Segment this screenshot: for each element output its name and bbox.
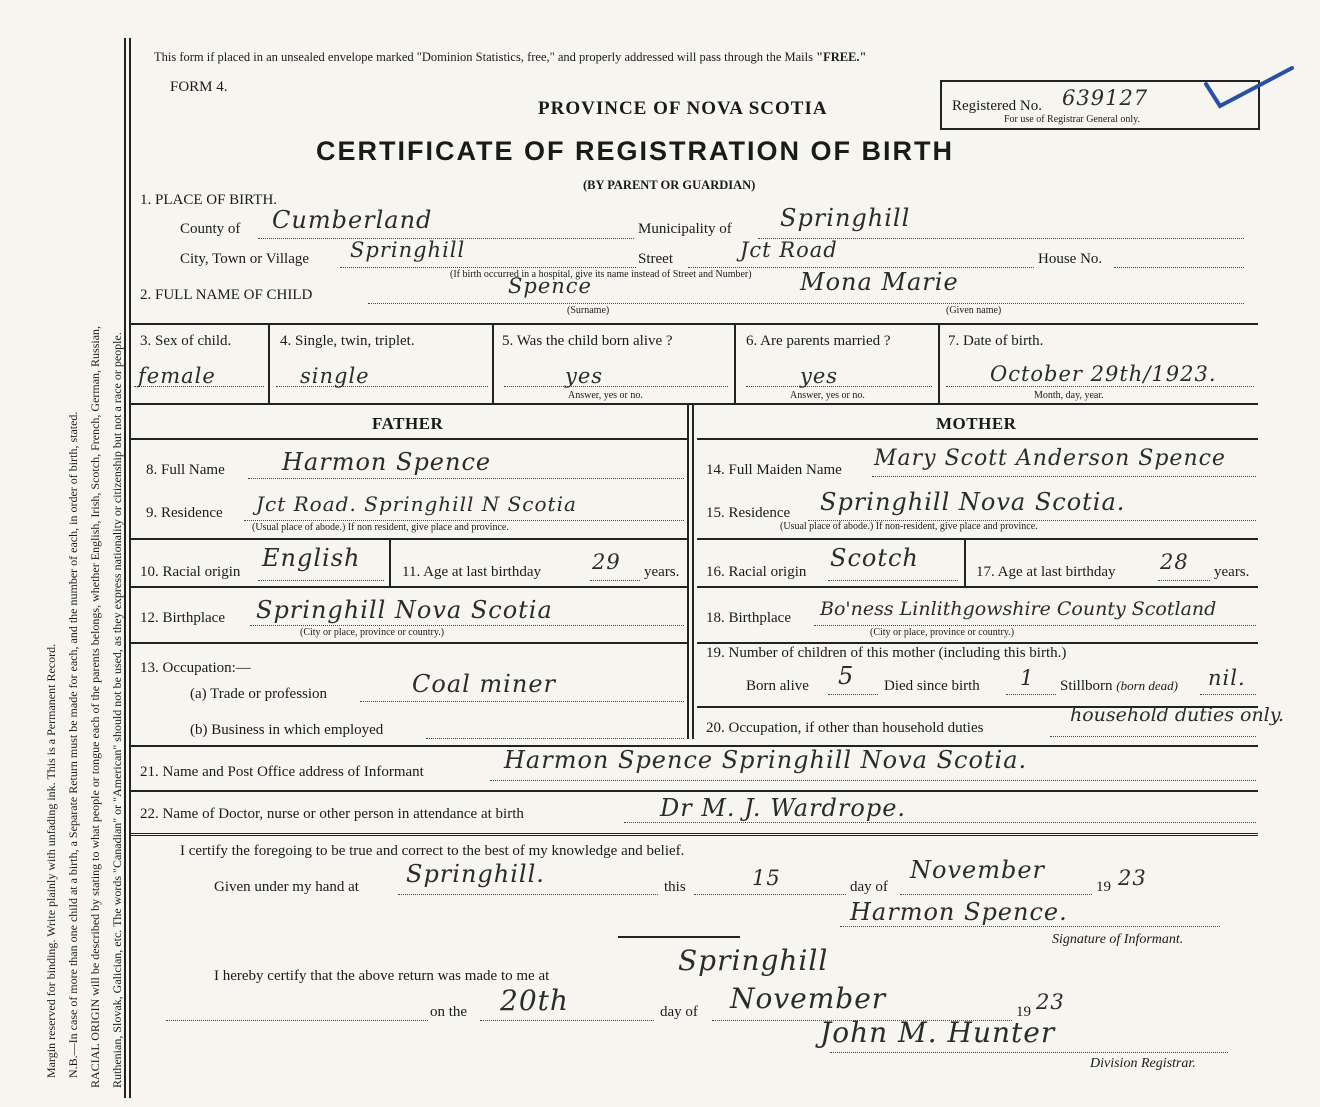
registrar-signature-caption: Division Registrar. (1090, 1056, 1196, 1071)
mother-birthplace-label: 18. Birthplace (706, 610, 791, 626)
mother-occupation-label: 20. Occupation, if other than household duties (706, 720, 984, 736)
mother-age-unit: years. (1214, 564, 1250, 580)
sex-value: female (138, 364, 216, 388)
informant-signature: Harmon Spence. (850, 898, 1068, 926)
born-alive-label: Born alive (746, 678, 809, 694)
father-birthplace-value: Springhill Nova Scotia (256, 596, 553, 624)
registrar-statement: I hereby certify that the above return was made to me at (214, 968, 550, 984)
margin-note-binding: Margin reserved for binding. Write plainly with unfading ink. This is a Permanent Record. (44, 643, 58, 1078)
date-of-birth-value: October 29th/1923. (990, 362, 1217, 386)
sex-label: 3. Sex of child. (140, 333, 232, 349)
certification-year-value: 23 (1118, 866, 1147, 890)
registrar-year-prefix: 19 (1016, 1004, 1031, 1020)
died-since-birth-count: 1 (1020, 666, 1035, 690)
margin-note-nationality: Ruthenian, Slovak, Galician, etc. The words "Canadian" or "American" should not be used, as they express nationality or citizenship but not a race or people. (110, 332, 124, 1088)
mother-occupation-value: household duties only. (1070, 704, 1285, 726)
registrar-day-value: 20th (500, 984, 569, 1017)
mother-children-label: 19. Number of children of this mother (including this birth.) (706, 645, 1067, 661)
parents-married-answer: yes (800, 364, 839, 388)
registrar-day-of-label: day of (660, 1004, 698, 1020)
form-number: FORM 4. (170, 79, 228, 95)
mother-name-label: 14. Full Maiden Name (706, 462, 842, 478)
mother-age-label: 17. Age at last birthday (976, 564, 1116, 580)
certification-day-value: 15 (752, 866, 781, 890)
father-trade-label: (a) Trade or profession (190, 686, 328, 702)
registrar-on-the-label: on the (430, 1004, 468, 1020)
registered-note: For use of Registrar General only. (1004, 114, 1140, 125)
father-trade-value: Coal miner (412, 670, 556, 698)
binding-line-inner (129, 38, 131, 1098)
street-label: Street (638, 251, 673, 267)
municipality-label: Municipality of (638, 221, 732, 237)
informant-signature-caption: Signature of Informant. (1052, 932, 1184, 947)
certification-month-value: November (910, 856, 1046, 884)
margin-note-racial-origin: RACIAL ORIGIN will be described by stating to what people or tongue each of the parents belongs, whether English, Irish, Scotch, French, German, Russian, (88, 325, 102, 1088)
parents-married-caption: Answer, yes or no. (790, 390, 865, 401)
died-since-birth-label: Died since birth (884, 678, 980, 694)
father-age-unit: years. (644, 564, 680, 580)
city-label: City, Town or Village (180, 251, 310, 267)
father-name-value: Harmon Spence (282, 448, 492, 476)
house-number-label: House No. (1038, 251, 1103, 267)
father-business-label: (b) Business in which employed (190, 722, 384, 738)
born-alive-question: 5. Was the child born alive ? (502, 333, 673, 349)
mother-birthplace-value: Bo'ness Linlithgowshire County Scotland (820, 598, 1217, 620)
doctor-label: 22. Name of Doctor, nurse or other person in attendance at birth (140, 806, 524, 822)
mother-race-value: Scotch (830, 544, 919, 572)
child-name-label: 2. FULL NAME OF CHILD (140, 287, 313, 303)
informant-value: Harmon Spence Springhill Nova Scotia. (504, 746, 1028, 774)
plurality-value: single (300, 364, 370, 388)
place-of-birth-heading: 1. PLACE OF BIRTH. (140, 192, 278, 208)
born-alive-caption: Answer, yes or no. (568, 390, 643, 401)
born-alive-answer: yes (565, 364, 604, 388)
father-race-value: English (262, 544, 361, 572)
page-title: CERTIFICATE OF REGISTRATION OF BIRTH (316, 136, 954, 166)
mother-heading: MOTHER (936, 414, 1017, 433)
registrar-signature: John M. Hunter (820, 1016, 1056, 1049)
county-value: Cumberland (272, 206, 433, 234)
certification-statement: I certify the foregoing to be true and correct to the best of my knowledge and belief. (180, 843, 685, 859)
stillborn-count: nil. (1208, 666, 1246, 690)
date-of-birth-caption: Month, day, year. (1034, 390, 1104, 401)
certification-year-prefix: 19 (1096, 879, 1111, 895)
mother-race-label: 16. Racial origin (706, 564, 807, 580)
check-mark-icon (1200, 62, 1300, 114)
binding-line-outer (124, 38, 126, 1098)
mother-residence-caption: (Usual place of abode.) If non-resident, give place and province. (780, 521, 1038, 532)
certification-day-of-label: day of (850, 879, 888, 895)
surname-caption: (Surname) (567, 305, 610, 316)
father-heading: FATHER (372, 414, 444, 433)
father-residence-label: 9. Residence (146, 505, 223, 521)
registrar-place-value: Springhill (678, 944, 829, 977)
child-given-name-value: Mona Marie (800, 268, 959, 296)
informant-label: 21. Name and Post Office address of Informant (140, 764, 424, 780)
mail-note: This form if placed in an unsealed envelope marked "Dominion Statistics, free," and properly addressed will pass through the Mails "FREE." (154, 50, 867, 64)
mother-birthplace-caption: (City or place, province or country.) (870, 627, 1015, 638)
doctor-value: Dr M. J. Wardrope. (660, 794, 907, 822)
mother-name-value: Mary Scott Anderson Spence (874, 446, 1226, 471)
mother-residence-label: 15. Residence (706, 505, 791, 521)
margin-note-multiple-births: N.B.—In case of more than one child at a birth, a Separate Return must be made for each, and the number of each, in order of birth, stated. (66, 411, 80, 1078)
father-race-label: 10. Racial origin (140, 564, 241, 580)
province-heading: PROVINCE OF NOVA SCOTIA (538, 98, 828, 119)
county-label: County of (180, 221, 241, 237)
parents-married-question: 6. Are parents married ? (746, 333, 891, 349)
father-name-label: 8. Full Name (146, 462, 225, 478)
given-at-label: Given under my hand at (214, 879, 359, 895)
municipality-value: Springhill (780, 204, 911, 232)
given-name-caption: (Given name) (946, 305, 1002, 316)
born-alive-count: 5 (838, 662, 855, 690)
given-at-place: Springhill. (406, 860, 545, 888)
registrar-month-value: November (730, 982, 887, 1015)
page-subtitle: (BY PARENT OR GUARDIAN) (583, 178, 756, 192)
child-surname-value: Spence (508, 274, 592, 298)
father-age-value: 29 (592, 550, 621, 574)
father-residence-caption: (Usual place of abode.) If non resident, give place and province. (252, 522, 509, 533)
stillborn-label: Stillborn (born dead) (1060, 678, 1179, 694)
father-birthplace-label: 12. Birthplace (140, 610, 225, 626)
father-birthplace-caption: (City or place, province or country.) (300, 627, 445, 638)
registered-label: Registered No. (952, 98, 1042, 114)
hospital-note: (If birth occurred in a hospital, give its name instead of Street and Number) (450, 269, 752, 280)
registered-value: 639127 (1062, 86, 1149, 110)
father-age-label: 11. Age at last birthday (402, 564, 541, 580)
father-residence-value: Jct Road. Springhill N Scotia (256, 492, 577, 516)
date-of-birth-label: 7. Date of birth. (948, 333, 1044, 349)
father-occupation-label: 13. Occupation:— (140, 660, 251, 676)
street-value: Jct Road (740, 238, 838, 262)
mother-residence-value: Springhill Nova Scotia. (820, 488, 1126, 516)
registrar-year-value: 23 (1036, 990, 1065, 1014)
plurality-label: 4. Single, twin, triplet. (280, 333, 415, 349)
city-value: Springhill (350, 238, 466, 262)
mother-age-value: 28 (1160, 550, 1189, 574)
this-label: this (664, 879, 686, 895)
